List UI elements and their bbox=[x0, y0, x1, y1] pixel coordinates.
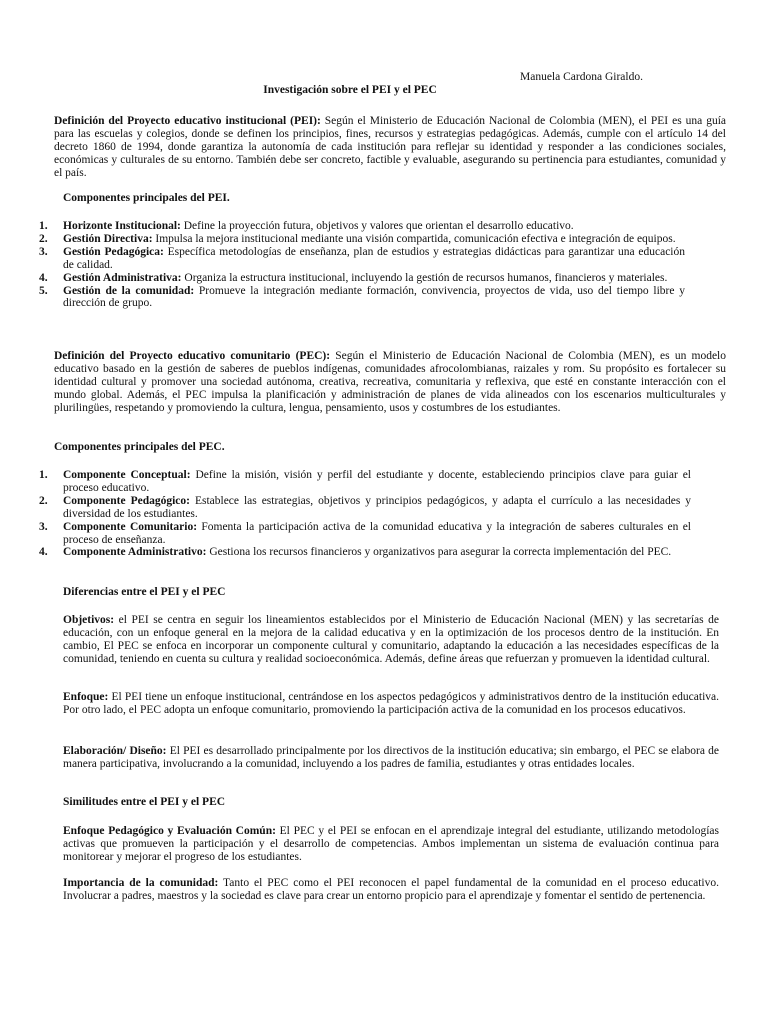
elaboracion-text: El PEI es desarrollado principalmente por los directivos de la institución educativa; sin embargo, el PEC se elabora de manera participativa, involucrando a la comunidad, incluyendo a los padres de familia, estudiantes y otras entidades locales. bbox=[63, 745, 719, 770]
list-item bbox=[39, 233, 685, 246]
enfoque-pedagogico-paragraph bbox=[63, 825, 719, 864]
list-number: 5. bbox=[39, 284, 48, 297]
pei-components-list bbox=[39, 220, 685, 310]
pec-definition bbox=[54, 350, 726, 415]
similarities-heading: Similitudes entre el PEI y el PEC bbox=[63, 796, 226, 808]
importancia-label: Importancia de la comunidad: bbox=[63, 877, 219, 889]
list-number: 4. bbox=[39, 271, 48, 284]
enfoque-label: Enfoque: bbox=[63, 691, 109, 703]
list-number: 1. bbox=[39, 469, 48, 481]
list-item bbox=[39, 246, 685, 272]
author-name: Manuela Cardona Giraldo. bbox=[520, 71, 643, 83]
list-item-text: Define la misión, visión y perfil del estudiante y docente, estableciendo principios clave para guiar el proceso educativo. bbox=[63, 469, 691, 494]
objetivos-text: el PEI se centra en seguir los lineamientos establecidos por el Ministerio de Educación Nacional (MEN) y las secretarías de educación, con un enfoque general en la mejora de la calidad educativa y en la optimización de los procesos dentro de la institución. En cambio, El PEC se enfoca en incorporar un componente cultural y comunitario, adaptando la educación a las necesidades específicas de la comunidad, teniendo en cuenta su cultura y realidad socioeconómica. Además, define áreas que refuerzan y promueven la identidad cultural. bbox=[63, 614, 719, 665]
pec-components-heading: Componentes principales del PEC. bbox=[54, 441, 225, 453]
list-item-text: Fomenta la participación activa de la comunidad educativa y la integración de saberes culturales en el proceso de enseñanza. bbox=[63, 520, 691, 546]
importancia-paragraph bbox=[63, 877, 719, 903]
list-item-text: Establece las estrategias, objetivos y principios pedagógicos, y adapta el currículo a las necesidades y diversidad de los estudiantes. bbox=[63, 494, 692, 520]
list-item-text: Promueve la integración mediante formación, convivencia, proyectos de vida, uso del tiempo libre y dirección de grupo. bbox=[63, 284, 685, 310]
pec-definition-text: Según el Ministerio de Educación Nacional de Colombia (MEN), es un modelo educativo basado en la gestión de saberes de pueblos indígenas, comunidades afrocolombianas, raizales y rom. Su propósito es fortalecer su identidad cultural y promover una sociedad autónoma, creativa, recreativa, comunitaria y reflexiva, que esté en constante interacción con el mundo global. Además, el PEC impulsa la planificación y administración de planes de vida alineados con los escenarios multiculturales y plurilingües, respetando y promoviendo la cultura, lengua, pensamiento, usos y costumbres de los estudiantes. bbox=[54, 350, 726, 414]
list-number: 3. bbox=[39, 520, 48, 533]
list-item-title: Componente Pedagógico: bbox=[63, 494, 190, 507]
enfoque-pedagogico-label: Enfoque Pedagógico y Evaluación Común: bbox=[63, 825, 276, 837]
list-item-text: Específica metodologías de enseñanza, plan de estudios y estrategias didácticas para garantizar una educación de calidad. bbox=[63, 245, 685, 271]
pec-definition-label: Definición del Proyecto educativo comunitario (PEC): bbox=[54, 350, 331, 362]
elaboracion-paragraph bbox=[63, 745, 719, 771]
list-item-title: Gestión de la comunidad: bbox=[63, 284, 195, 297]
list-number: 2. bbox=[39, 494, 48, 507]
list-item bbox=[39, 495, 691, 521]
list-item-title: Gestión Directiva: bbox=[63, 232, 153, 245]
document-title: Investigación sobre el PEI y el PEC bbox=[263, 84, 437, 96]
list-item-text: Gestiona los recursos financieros y organizativos para asegurar la correcta implementación del PEC. bbox=[206, 546, 672, 559]
enfoque-text: El PEI tiene un enfoque institucional, centrándose en los aspectos pedagógicos y administrativos dentro de la institución educativa. Por otro lado, el PEC adopta un enfoque comunitario, promoviendo la participación activa de la comunidad en los procesos educativos. bbox=[63, 691, 719, 716]
list-item-text: Organiza la estructura institucional, incluyendo la gestión de recursos humanos, financieros y materiales. bbox=[181, 271, 668, 284]
list-item-text: Impulsa la mejora institucional mediante una visión compartida, comunicación efectiva e integración de equipos. bbox=[152, 232, 676, 245]
list-item bbox=[39, 220, 685, 233]
objetivos-paragraph bbox=[63, 614, 719, 666]
list-number: 3. bbox=[39, 245, 48, 258]
enfoque-paragraph bbox=[63, 691, 719, 717]
pec-components-list bbox=[39, 469, 691, 559]
list-item-title: Gestión Pedagógica: bbox=[63, 245, 164, 258]
objetivos-label: Objetivos: bbox=[63, 614, 115, 626]
list-number: 1. bbox=[39, 220, 48, 232]
list-item-title: Gestión Administrativa: bbox=[63, 271, 182, 284]
list-item bbox=[39, 285, 685, 311]
pei-components-heading: Componentes principales del PEI. bbox=[63, 192, 230, 204]
differences-heading: Diferencias entre el PEI y el PEC bbox=[63, 586, 226, 598]
list-item-text: Define la proyección futura, objetivos y valores que orientan el desarrollo educativo. bbox=[180, 220, 574, 232]
list-number: 4. bbox=[39, 546, 48, 559]
pei-definition-label: Definición del Proyecto educativo institucional (PEI): bbox=[54, 115, 321, 127]
pei-definition bbox=[54, 115, 726, 180]
elaboracion-label: Elaboración/ Diseño: bbox=[63, 745, 167, 757]
list-item-title: Componente Administrativo: bbox=[63, 546, 207, 559]
list-number: 2. bbox=[39, 232, 48, 245]
list-item bbox=[39, 521, 691, 547]
list-item bbox=[39, 469, 691, 495]
pei-definition-text: Según el Ministerio de Educación Nacional de Colombia (MEN), el PEI es una guía para las escuelas y colegios, donde se definen los principios, fines, recursos y estrategias pedagógicas. Además, cumple con el artículo 14 del decreto 1860 de 1994, donde garantiza la autonomía de cada institución para reflejar su identidad y responder a las condiciones sociales, económicas y culturales de su entorno. También debe ser concreto, factible y evaluable, asegurando su pertinencia para estudiantes, comunidad y el país. bbox=[54, 115, 726, 179]
enfoque-pedagogico-text: El PEC y el PEI se enfocan en el aprendizaje integral del estudiante, utilizando metodologías activas que promueven la participación y el desarrollo de competencias. Ambos implementan un sistema de evaluación continua para monitorear y mejorar el progreso de los estudiantes. bbox=[63, 825, 719, 863]
list-item bbox=[39, 272, 685, 285]
list-item-title: Horizonte Institucional: bbox=[63, 220, 181, 232]
importancia-text: Tanto el PEC como el PEI reconocen el papel fundamental de la comunidad en el proceso educativo. Involucrar a padres, maestros y la sociedad es clave para crear un entorno propicio para el aprendizaje y fomentar el sentido de pertenencia. bbox=[63, 877, 719, 902]
list-item-title: Componente Comunitario: bbox=[63, 520, 198, 533]
list-item bbox=[39, 546, 691, 559]
list-item-title: Componente Conceptual: bbox=[63, 469, 191, 481]
